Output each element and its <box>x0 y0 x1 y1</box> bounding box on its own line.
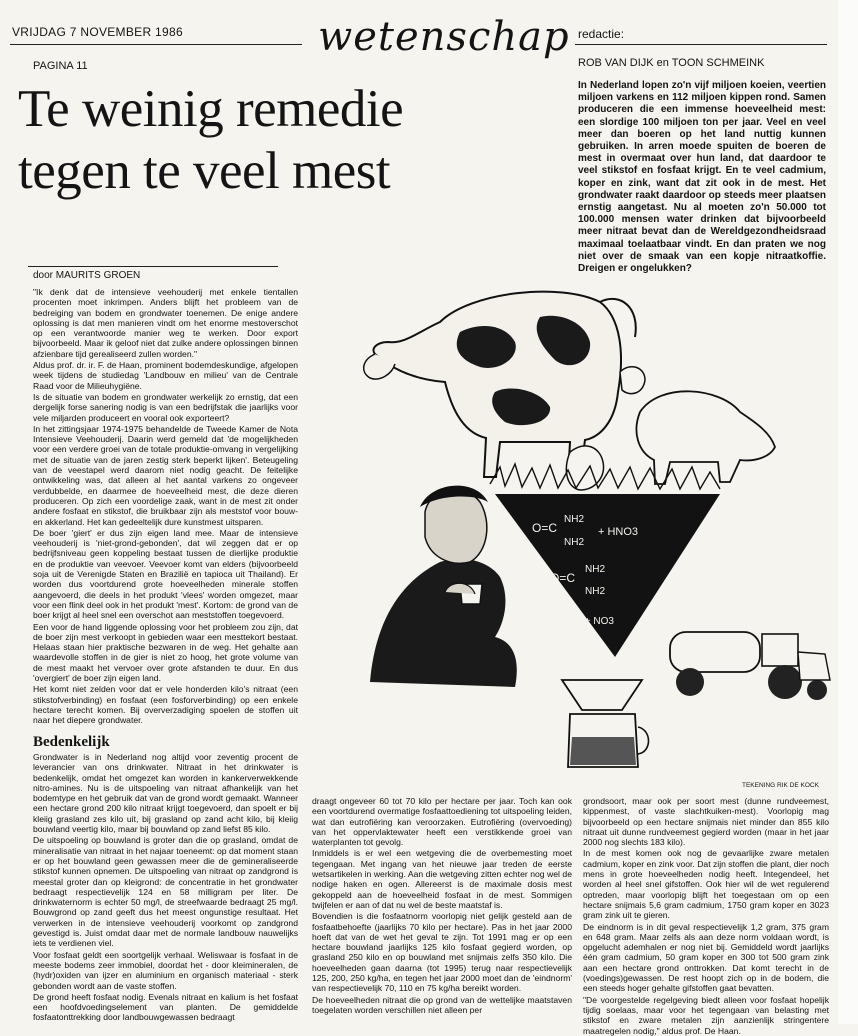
paragraph: In het zittingsjaar 1974-1975 behandelde de Tweede Kamer de Nota Intensieve Veehouderij. Daarin werd gemeld dat 'de mogelijkheden voor een verdere groei van de totale produktie-omvang in vergelijking met de situatie van de jaren zestig sterk beperkt lijken'. Beteugeling van de veestapel werd daarom niet nodig geacht. De feitelijke ontwikkeling was, dat alleen al het aantal varkens zo ongeveer verdubbelde, en daarmee de hoeveelheid mest, die deze dieren produceren. Op zich een voordelige zaak, want in de mest zit onder andere fosfaat en stikstof, die bruikbaar zijn als meststof voor bouw- en akkerland. Het kan gedeeltelijk dure kunstmest uitsparen. <box>33 423 298 527</box>
tractor-with-tank <box>670 632 830 700</box>
redactie-label: redactie: <box>578 27 625 41</box>
issue-date: VRIJDAG 7 NOVEMBER 1986 <box>12 25 183 39</box>
coffee-filter <box>562 680 649 767</box>
paragraph: Aldus prof. dr. ir. F. de Haan, prominent bodemdeskundige, afgelopen week tijdens de studiedag 'Landbouw en milieu' van de Centrale Raad voor de Milieuhygiëne. <box>33 360 298 391</box>
headline-line-2: tegen te veel mest <box>18 142 391 200</box>
paragraph: De boer 'giert' er dus zijn eigen land mee. Maar de intensieve veehouderij is 'niet-grond-gebonden', dat wil zeggen dat er op bedrijfsniveau geen koppeling bestaat tussen de dierlijke produktie en de produktie van veevoer. Veevoer komt van elders (bijvoorbeeld soja uit de Verenigde Staten en Brazilië en tapioca uit Thailand). Er worden dus voortdurend grote hoeveelheden minerale stoffen aangevoerd, die deels in het produkt 'vlees' worden omgezet, maar voor een flink deel ook in het produkt 'mest'. Kortom: de grond van de boer krijgt al heel snel een overschot aan meststoffen toegevoerd. <box>33 527 298 621</box>
illustration <box>300 262 840 782</box>
headline-line-1: Te weinig remedie <box>18 80 404 138</box>
subheading: Bedenkelijk <box>33 734 110 750</box>
pig-drawing <box>636 391 775 484</box>
paragraph: Grondwater is in Nederland nog altijd voor zeventig procent de leverancier van ons drinkwater. Nitraat in het drinkwater is bedenkelijk, omdat het omgezet kan worden in kankerverwekkende nitro-amines. Nu is de uitspoeling van nitraat afhankelijk van het bodemtype en het gebruik dat van de grond wordt gemaakt. Wanneer een hectare grond 200 kilo nitraat krijgt toegevoerd, dan spoelt er bij kleiig grasland zes kilo uit, bij grasland op zand acht kilo, bij kleiig bouwland veertig kilo, maar bij bouwland op zand liefst 85 kilo. <box>33 752 298 835</box>
paragraph: Voor fosfaat geldt een soortgelijk verhaal. Weliswaar is fosfaat in de meeste bodems zeer immobiel, doordat het - door kleimineralen, de (hydr)oxiden van ijzer en aluminium en organisch materiaal - sterk gebonden wordt aan de vaste stoffen. <box>33 949 298 991</box>
paragraph: De eindnorm is in dit geval respectievelijk 1,2 gram, 375 gram en 648 gram. Maar zelfs als aan deze norm voldaan wordt, is opgelucht ademhalen er nog niet bij. Gemiddeld wordt jaarlijks één gram cadmium, 50 gram koper en 300 tot 500 gram zink aan een hectare grond onttrokken. Dat komt terecht in de (voedings)gewassen. De rest hoopt zich op in de bodem, die een steeds hoger gehalte gifstoffen gaat bevatten. <box>583 921 829 994</box>
formula-label: NH2 <box>585 564 606 575</box>
header-rule-right <box>575 44 827 45</box>
page-number: PAGINA 11 <box>33 60 88 72</box>
paragraph: Het komt niet zelden voor dat er vele honderden kilo's nitraat (een stikstofverbinding) en fosfaat (een fosforverbinding) op een enkele hectare terecht komen. Bij oververzadiging spoelen de stoffen uit naar het diepere grondwater. <box>33 684 298 726</box>
paragraph: grondsoort, maar ook per soort mest (dunne rundveemest, kippenmest, of vaste slachtkuiken-mest). Voorlopig mag bijvoorbeeld op een hectare snijmais niet minder dan 855 kilo nitraat uit dunne rundveemest gegierd worden (maar in het jaar 2000 nog slechts 183 kilo). <box>583 796 829 848</box>
paragraph: De grond heeft fosfaat nodig. Evenals nitraat en kalium is het fosfaat een hoofdvoedingselement van planten. De gemiddelde fosfaatonttrekking door landbouwgewassen bedraagt <box>33 991 298 1023</box>
formula-label: O=C <box>532 521 558 535</box>
formula-label: O=C <box>550 571 576 585</box>
column-2 <box>312 796 572 1022</box>
grass-strip <box>490 464 720 489</box>
man-drinking-coffee <box>370 486 517 687</box>
column-1-top <box>33 287 298 735</box>
paragraph: Een voor de hand liggende oplossing voor het probleem zou zijn, dat de boer zijn mest verkoopt in gebieden waar een mesttekort bestaat. Helaas staan hier praktische bezwaren in de weg. Het gehalte aan waardevolle stoffen in de gier is niet zo hoog, het grote volume van de mest maakt het vervoer over grote afstanden te duur. En dus 'overgiert' de boer zijn eigen land. <box>33 621 298 683</box>
column-1-bottom <box>33 752 298 1022</box>
paragraph: De hoeveelheden nitraat die op grond van de wettelijke maatstaven toegelaten worden verschillen niet alleen per <box>312 994 572 1015</box>
section-title: wetenschap <box>318 14 570 60</box>
paragraph: "Ik denk dat de intensieve veehouderij met enkele tientallen procenten moet inkrimpen. Anders blijft het probleem van de bedreiging van bodem en grondwater toenemen. De enige andere oplossing is dat men manieren vindt om het enorme mestoverschot op een verantwoorde manier weg te werken. Door export bijvoorbeeld. Maar ik geloof niet dat zulke andere oplossingen binnen afzienbare tijd gerealiseerd zullen worden." <box>33 287 298 359</box>
paragraph: draagt ongeveer 60 tot 70 kilo per hectare per jaar. Toch kan ook een voortdurend overmatige fosfaattoediening tot uitspoeling leiden, wat dan eutrofiëring kan veroorzaken. Eutrofiëring (overvoeding) van het oppervlaktewater heeft een verstikkende groei van waterplanten tot gevolg. <box>312 796 572 848</box>
paragraph: Bovendien is die fosfaatnorm voorlopig niet gelijk gesteld aan de fosfaatbehoefte (jaarlijks 70 kilo per hectare). Pas in het jaar 2000 hoeft dat van de wet het geval te zijn. Tot 1991 mag er op een hectare bouwland jaarlijks 125 kilo fosfaat gegierd worden, op grasland 250 kilo en op bouwland met snijmais zelfs 350 kilo. Die hoeveelheden gaan daarna (tot 1995) terug naar respectievelijk 125, 200, 250 kg/ha, en tegen het jaar 2000 moet dan de 'eindnorm' van respectievelijk 70, 110 en 75 kg/ha bereikt worden. <box>312 911 572 994</box>
adjacent-page-edge <box>838 0 858 1024</box>
byline: door MAURITS GROEN <box>33 270 141 281</box>
intro-paragraph: In Nederland lopen zo'n vijf miljoen koeien, veertien miljoen varkens en 112 miljoen kippen rond. Samen produceren die een immense hoeveelheid mest: een slordige 100 miljoen ton per jaar. Veel en veel meer dan boeren op het land nuttig kunnen gebruiken. In arren moede spuiten de boeren de mest in overmaat over hun land, dat daardoor te veel stikstof en fosfaat krijgt. En te veel cadmium, koper en zink, want dat zit ook in de mest. Het grondwater raakt daardoor op steeds meer plaatsen ernstig aangetast. Nu al moeten zo'n 50.000 tot 100.000 mensen water drinken dat bijvoorbeeld meer nitraat bevat dan de Wereldgezondheidsraad maximaal toelaatbaar vindt. En dan praten we nog niet over de smaak van een kopje nitraatkoffie. Dreigen er ongelukken? <box>578 80 826 275</box>
formula-label: NH2 <box>585 586 606 597</box>
illustration-credit: TEKENING RIK DE KOCK <box>742 782 819 789</box>
paragraph: "De voorgestelde regelgeving biedt alleen voor fosfaat hopelijk tijdig soelaas, maar voor het tegengaan van belasting met stikstof en zware metalen zijn aanzienlijk stringentere maatregelen nodig," aldus prof. De Haan. <box>583 994 829 1036</box>
column-3 <box>583 796 829 1036</box>
headline <box>18 78 578 202</box>
header-rule-left <box>10 44 302 45</box>
redactie-names: ROB VAN DIJK en TOON SCHMEINK <box>578 57 765 69</box>
formula-label: NH2 <box>564 537 585 548</box>
formula-label: NH3 + NO3 <box>562 616 614 627</box>
paragraph: De uitspoeling op bouwland is groter dan die op grasland, omdat de mineralisatie van nitraat in het najaar toeneemt: op dat moment staan er op het bouwland geen gewassen meer die de gemineraliseerde stikstof kunnen opnemen. De uitspoeling van nitraat op zandgrond is meestal groter dan op kleigrond: de concentratie in het grondwater bedraagt respectievelijk 124 en 58 milligram per liter. De drinkwaternorm is echter 50 mg/l, de streefwaarde bedraagt 25 mg/l. Bouwgrond op zand geeft dus het meest ongunstige resultaat. Het verwerken in de intensieve veehouderij voorkomt op zandgrond gevestigd is. Juist omdat daar met de normale landbouw nauwelijks iets te verdienen viel. <box>33 835 298 949</box>
byline-rule <box>28 266 278 267</box>
formula-label: NH2 <box>564 514 585 525</box>
paragraph: Is de situatie van bodem en grondwater werkelijk zo ernstig, dat een dergelijk forse sanering nodig is van een bedrijfstak die jaarlijks voor vele miljarden produceert en vooral ook exporteert? <box>33 391 298 423</box>
paragraph: In de mest komen ook nog de gevaarlijke zware metalen cadmium, koper en zink voor. Dat zijn stoffen die plant, dier noch mens in grote hoeveelheden nodig heeft. Integendeel, het worden al heel snel gifstoffen. Ook hier wil de wet regulerend optreden, maar voorlopig blijft het toegestaan om op een hectare snijmais 5,6 gram cadmium, 1750 gram koper en 3023 gram zink uit te gieren. <box>583 848 829 921</box>
paragraph: Inmiddels is er wel een wetgeving die de overbemesting moet tegengaan. Met ingang van het nieuwe jaar treden de eerste wetsartikelen in werking. Aan die wetgeving zitten echter nog wel de nodige haken en ogen. Allereerst is de maximale dosis mest gekoppeld aan de hoeveelheid fosfaat in de mest. Sommigen twijfelen er aan of dat nu wel de beste maatstaf is. <box>312 848 572 910</box>
formula-label: + HNO3 <box>598 526 639 538</box>
